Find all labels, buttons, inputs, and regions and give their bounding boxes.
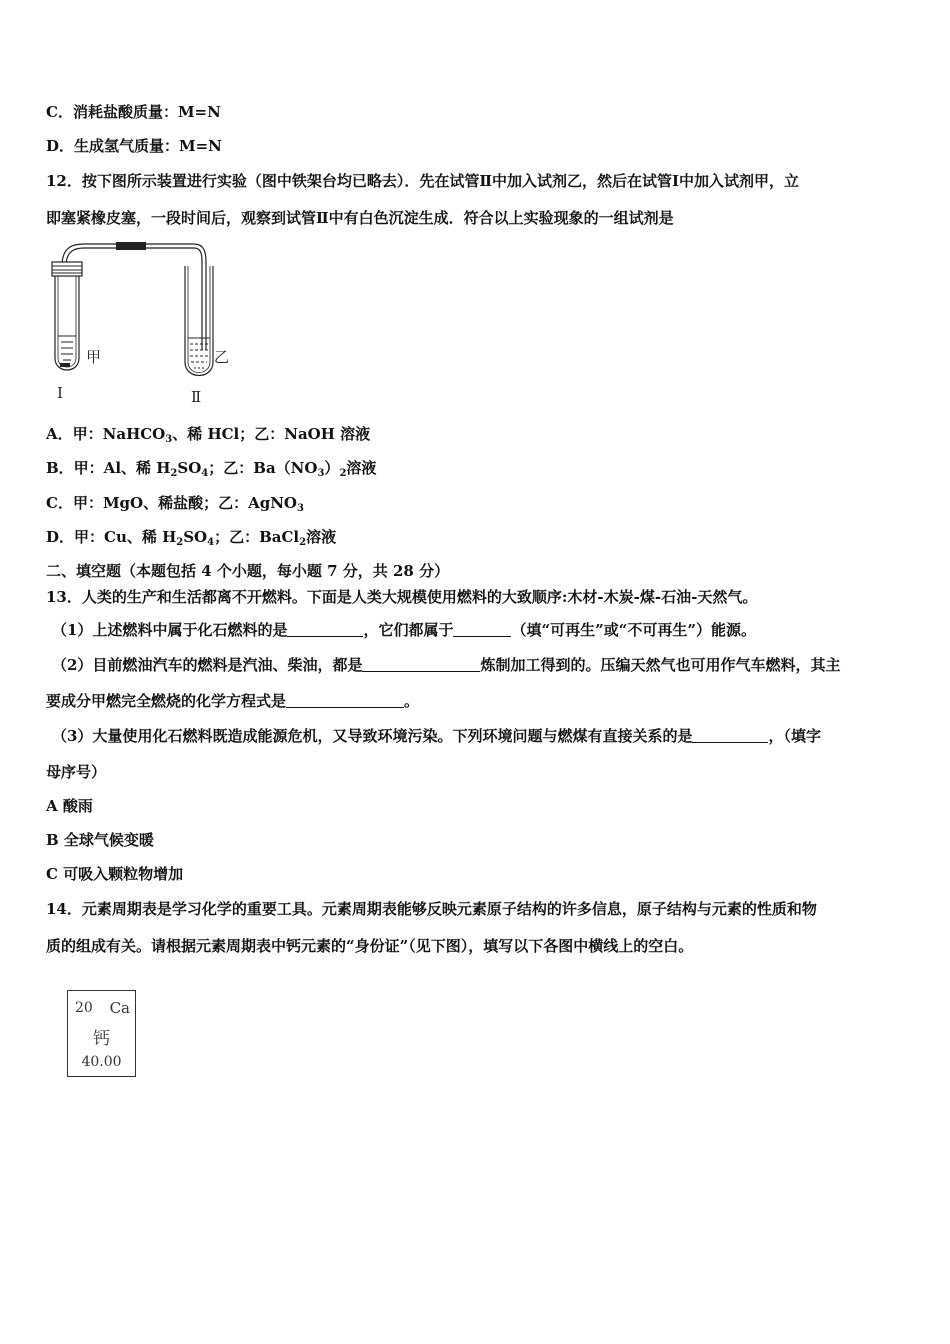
q12-option-b: B．甲：Al、稀 $H_2SO_4$；乙：$Ba(NO_3)_2$溶液 [46,459,377,479]
atomic-mass: 40.00 [81,1054,122,1070]
atomic-number: 20 [75,1000,93,1016]
q13-part2-line2: 要成分甲燃完全燃烧的化学方程式是 。 [46,692,420,710]
label-yi: 乙 [214,348,230,366]
answer-blank [453,622,511,637]
q13-part3-line2: 母序号） [46,763,107,781]
q13-option-a: A 酸雨 [46,797,93,815]
element-symbol: Ca [109,999,130,1017]
answer-blank [286,693,404,708]
q12-stem-line1: 12．按下图所示装置进行实验（图中铁架台均已略去）．先在试管Ⅱ中加入试剂乙，然后在试管Ⅰ中加入试剂甲，立 [46,172,800,190]
answer-blank [287,622,363,637]
label-jia: 甲 [86,348,102,366]
element-name: 钙 [93,1029,110,1049]
q13-part2-line1: （2）目前燃油汽车的燃料是汽油、柴油，都是 炼制加工得到的。压编天然气也可用作气车燃料，其主 [52,656,841,674]
q14-stem-line2: 质的组成有关。请根据元素周期表中钙元素的“身份证”（见下图），填写以下各图中横线上的空白。 [46,937,694,955]
calcium-element-card [67,990,136,1077]
q13-option-c: C 可吸入颗粒物增加 [46,865,184,883]
label-tube-1: Ⅰ [57,384,63,402]
q11-option-d: D．生成氢气质量：M=N [46,137,222,155]
q13-option-b: B 全球气候变暖 [46,831,154,849]
q11-option-c: C．消耗盐酸质量：M=N [46,103,221,121]
q13-part1: （1）上述燃料中属于化石燃料的是 ，它们都属于 （填“可再生”或“不可再生”）能源。 [52,621,756,639]
label-tube-2: Ⅱ [191,388,202,406]
q12-stem-line2: 即塞紧橡皮塞，一段时间后，观察到试管Ⅱ中有白色沉淀生成．符合以上实验现象的一组试剂是 [46,209,674,227]
answer-blank [692,728,768,743]
section-title: 二、填空题（本题包括 4 个小题，每小题 7 分，共 28 分） [46,562,450,580]
q12-apparatus-figure [44,238,244,408]
q13-stem: 13．人类的生产和生活都离不开燃料。下面是人类大规模使用燃料的大致顺序:木材-木炭-煤-石油-天然气。 [46,588,758,606]
q12-option-a: A．甲：NaHCO$_3$、稀 HCl；乙：NaOH 溶液 [46,425,371,445]
answer-blank [362,657,480,672]
q12-option-d: D．甲：Cu、稀 $H_2SO_4$；乙：BaCl$_2$溶液 [46,528,337,548]
q14-stem-line1: 14．元素周期表是学习化学的重要工具。元素周期表能够反映元素原子结构的许多信息，原子结构与元素的性质和物 [46,900,817,918]
q13-part3-line1: （3）大量使用化石燃料既造成能源危机，又导致环境污染。下列环境问题与燃煤有直接关系的是 ，（填字 [52,727,821,745]
q12-option-c: C．甲：MgO、稀盐酸；乙：AgNO$_3$ [46,494,304,514]
